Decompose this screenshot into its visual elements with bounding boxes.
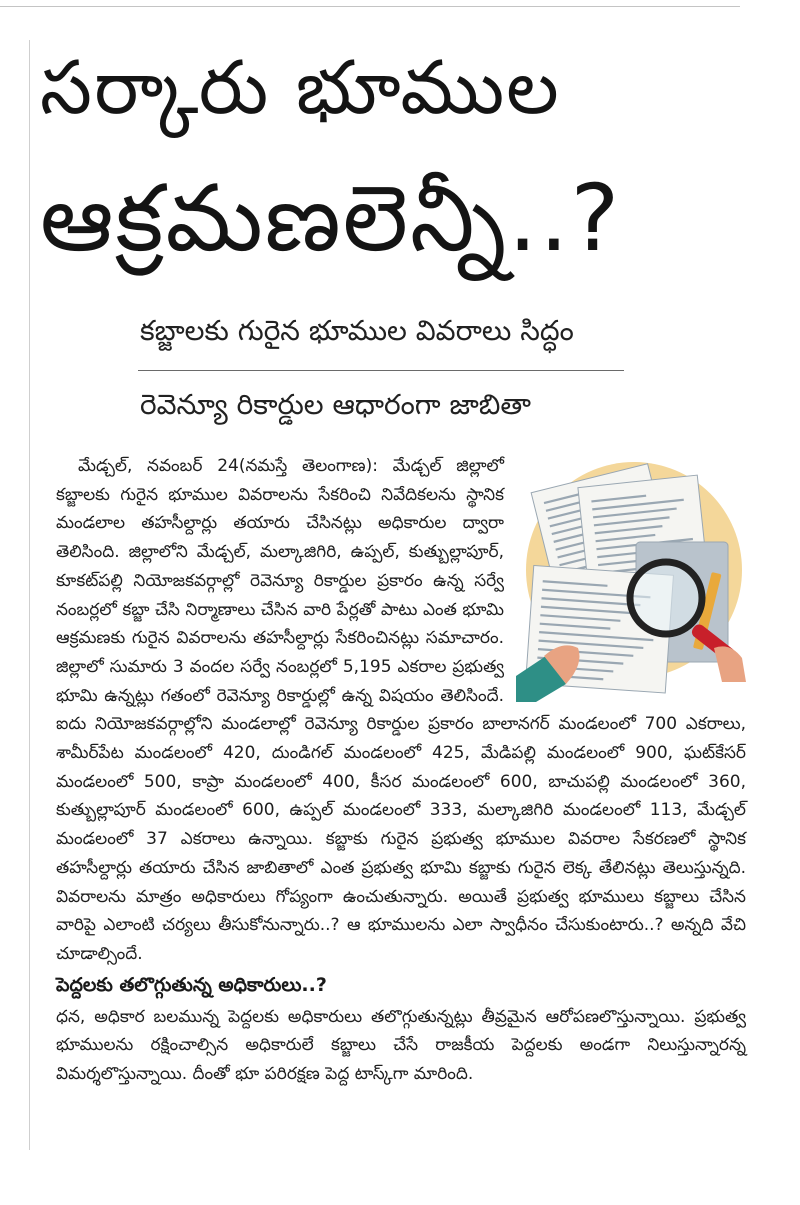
article-body — [56, 452, 746, 1089]
subheading-2: రెవెన్యూ రికార్డుల ఆధారంగా జాబితా — [140, 388, 531, 421]
illus-hand-right — [714, 646, 746, 682]
subheading-divider — [138, 370, 624, 371]
headline-line-1: సర్కారు భూముల — [40, 45, 561, 131]
documents-magnifier-icon — [516, 452, 746, 702]
article-subhead: పెద్దలకు తలొగ్గుతున్న అధికారులు..? — [56, 973, 327, 996]
left-column-rule — [29, 40, 30, 1150]
article-paragraph-2: ధన, అధికార బలమున్న పెద్దలకు అధికారులు తలొగ్గుతున్నట్లు తీవ్రమైన ఆరోపణలొస్తున్నాయి. ప్రభుత్వ భూములను రక్షించాల్సిన అధికారులే కబ్జాలు చేసే రాజకీయ పెద్దలకు అండగా నిలుస్తున్నారన్న విమర్శలొస్తున్నాయి. దీంతో భూ పరిరక్షణ పెద్ద టాస్క్‌గా మారింది. — [56, 1006, 746, 1085]
headline-line-2: ఆక్రమణలెన్నీ..? — [40, 165, 622, 272]
article-paragraph-1: మేడ్చల్, నవంబర్ 24(నమస్తే తెలంగాణ): మేడ్చల్ జిల్లాలో కబ్జాలకు గురైన భూముల వివరాలను సేకరించి నివేదికలను స్థానిక మండలాల తహసీల్దార్లు తయారు చేసినట్లు అధికారుల ద్వారా తెలిసింది. జిల్లాలోని మేడ్చల్, మల్కాజిగిరి, ఉప్పల్, కుత్బుల్లాపూర్, కూకట్‌పల్లి నియోజకవర్గాల్లో రెవెన్యూ రికార్డుల ప్రకారం ఉన్న సర్వే నంబర్లలో కబ్జా చేసి నిర్మాణాలు చేసిన వారి పేర్లతో పాటు ఎంత భూమి ఆక్రమణకు గురైన వివరాలను తహసీల్దార్లు సేకరించినట్లు సమాచారం. జిల్లాలో సుమారు 3 వందల సర్వే నంబర్లలో 5,195 ఎకరాల ప్రభుత్వ భూమి ఉన్నట్లు గతంలో రెవెన్యూ రికార్డుల్లో ఉన్న విషయం తెలిసిందే. ఐదు నియోజకవర్గాల్లోని మండలాల్లో రెవెన్యూ రికార్డుల ప్రకారం బాలానగర్ మండలంలో 700 ఎకరాలు, శామీర్‌పేట మండలంలో 420, దుండిగల్ మండలంలో 425, మేడిపల్లి మండలంలో 900, ఘట్‌కేసర్ మండలంలో 500, కాప్రా మండలంలో 400, కీసర మండలంలో 600, బాచుపల్లి మండలంలో 360, కుత్బుల్లాపూర్ మండలంలో 600, ఉప్పల్ మండలంలో 333, మల్కాజిగిరి మండలంలో 113, మేడ్చల్ మండలంలో 37 ఎకరాలు ఉన్నాయి. కబ్జాకు గురైన ప్రభుత్వ భూముల వివరాల సేకరణలో స్థానిక తహసీల్దార్లు తయారు చేసిన జాబితాలో ఎంత ప్రభుత్వ భూమి కబ్జాకు గురైన లెక్క తేలినట్లు తెలుస్తున్నది. వివరాలను మాత్రం అధికారులు గోప్యంగా ఉంచుతున్నారు. అయితే ప్రభుత్వ భూములు కబ్జాలు చేసిన వారిపై ఎలాంటి చర్యలు తీసుకోనున్నారు..? ఆ భూములను ఎలా స్వాధీనం చేసుకుంటారు..? అన్నది వేచి చూడాల్సిందే. — [56, 456, 746, 964]
illus-lens — [630, 562, 702, 634]
subheading-1: కబ్జాలకు గురైన భూముల వివరాలు సిద్ధం — [140, 314, 574, 347]
top-border-rule — [0, 6, 740, 7]
